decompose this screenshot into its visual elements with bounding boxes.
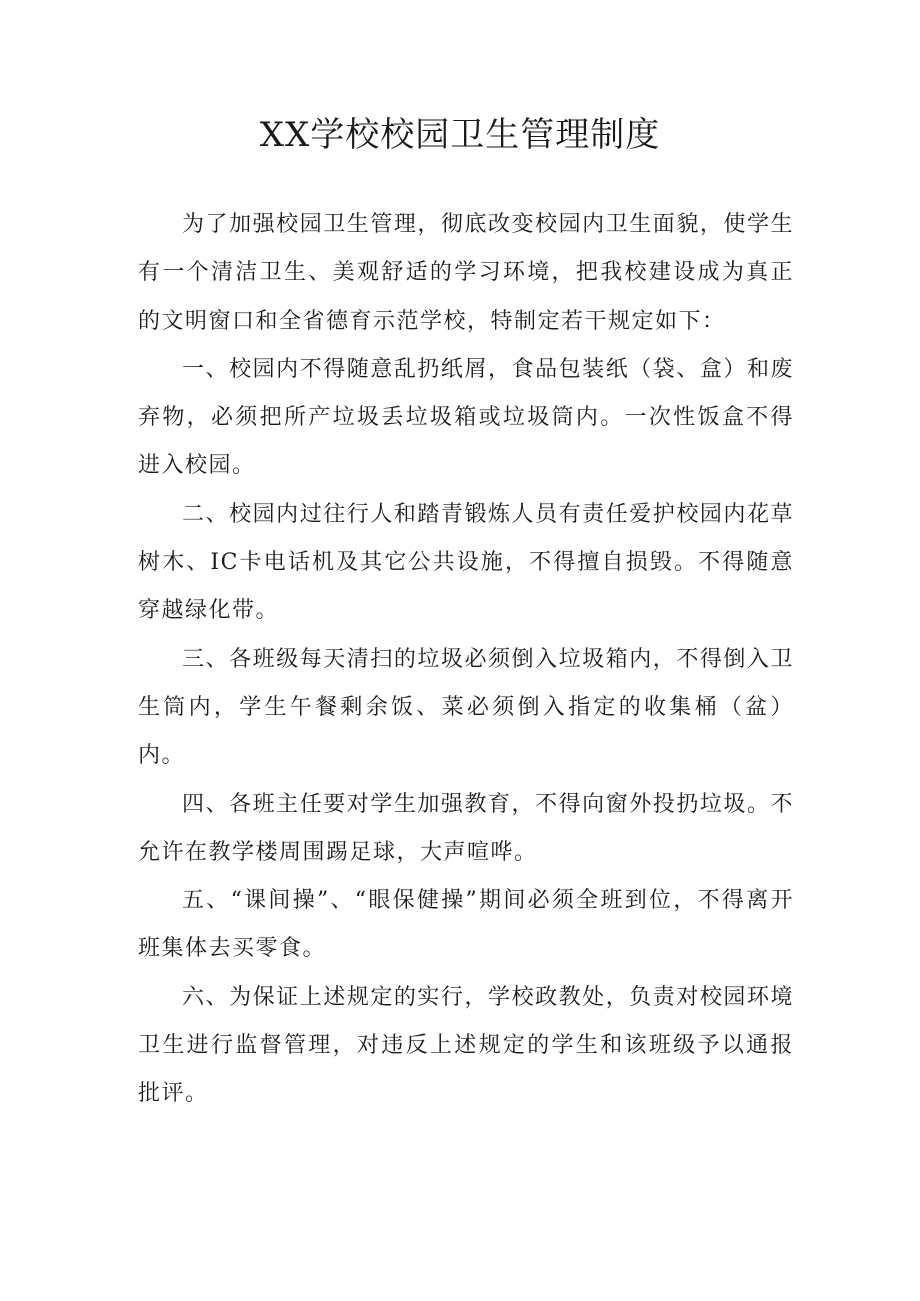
intro-paragraph: 为了加强校园卫生管理，彻底改变校园内卫生面貌，使学生有一个清洁卫生、美观舒适的学习环境，把我校建设成为真正的文明窗口和全省德育示范学校，特制定若干规定如下： bbox=[138, 212, 794, 334]
rule-paragraph-4: 四、各班主任要对学生加强教育，不得向窗外投扔垃圾。不允许在教学楼周围踢足球，大声喧哗。 bbox=[138, 791, 794, 865]
rule-paragraph-1: 一、校园内不得随意乱扔纸屑，食品包装纸（袋、盒）和废弃物，必须把所产垃圾丢垃圾箱或垃圾筒内。一次性饭盒不得进入校园。 bbox=[138, 356, 794, 479]
document-body bbox=[138, 201, 794, 1119]
rule-paragraph-5: 五、“课间操”、“眼保健操”期间必须全班到位，不得离开班集体去买零食。 bbox=[138, 888, 794, 962]
document-title: XX学校校园卫生管理制度 bbox=[259, 115, 661, 155]
rule-paragraph-3: 三、各班级每天清扫的垃圾必须倒入垃圾箱内，不得倒入卫生筒内，学生午餐剩余饭、菜必须倒入指定的收集桶（盆）内。 bbox=[138, 646, 794, 769]
rule-paragraph-6: 六、为保证上述规定的实行，学校政教处，负责对校园环境卫生进行监督管理，对违反上述规定的学生和该班级予以通报批评。 bbox=[138, 984, 794, 1107]
rule-paragraph-2: 二、校园内过往行人和踏青锻炼人员有责任爱护校园内花草树木、IC卡电话机及其它公共设施，不得擅自损毁。不得随意穿越绿化带。 bbox=[138, 501, 794, 624]
